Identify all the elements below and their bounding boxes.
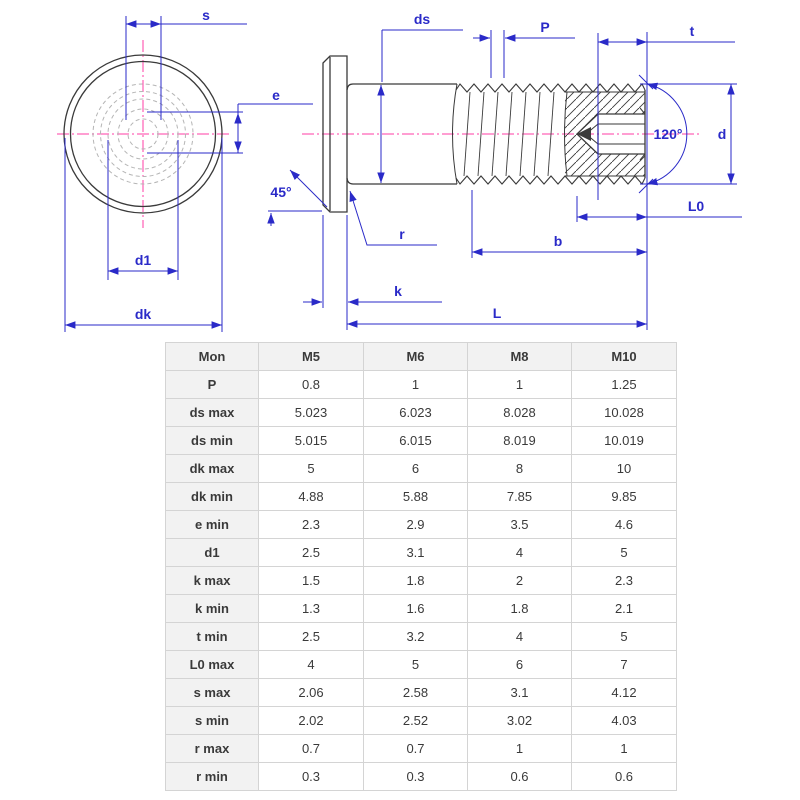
spec-cell: 3.2 [364,623,468,651]
spec-cell: 7 [572,651,677,679]
row-label: s max [166,679,259,707]
front-view-dimensions [65,16,313,332]
spec-cell: 4 [468,623,572,651]
spec-cell: 5.88 [364,483,468,511]
row-label: dk min [166,483,259,511]
dim-label-r: r [399,226,405,242]
row-label: e min [166,511,259,539]
spec-cell: 2.5 [259,623,364,651]
spec-cell: 1 [364,371,468,399]
spec-cell: 2.02 [259,707,364,735]
dim-label-e: e [272,87,280,103]
spec-cell: 1.8 [468,595,572,623]
spec-row [166,511,677,539]
spec-row [166,539,677,567]
spec-cell: 2.06 [259,679,364,707]
spec-cell: 4 [259,651,364,679]
spec-row [166,371,677,399]
row-label: P [166,371,259,399]
row-label: k max [166,567,259,595]
col-header: M5 [259,343,364,371]
spec-cell: 1.8 [364,567,468,595]
dim-label-l: L [492,305,502,321]
spec-cell: 6 [468,651,572,679]
spec-row [166,427,677,455]
row-label: ds max [166,399,259,427]
row-label: d1 [166,539,259,567]
dim-label-b: b [553,233,563,249]
spec-cell: 2.5 [259,539,364,567]
spec-cell: 4.12 [572,679,677,707]
spec-cell: 0.7 [259,735,364,763]
spec-row [166,455,677,483]
row-label: r max [166,735,259,763]
spec-cell: 1.6 [364,595,468,623]
technical-drawing [0,0,800,342]
spec-cell: 0.8 [259,371,364,399]
dim-label-d: d [717,126,727,142]
dim-label-s: s [202,7,210,23]
spec-cell: 1.5 [259,567,364,595]
spec-row [166,651,677,679]
spec-cell: 0.7 [364,735,468,763]
spec-cell: 2.9 [364,511,468,539]
dim-label-p: P [540,19,550,35]
side-view [268,11,742,330]
spec-cell: 0.6 [468,763,572,791]
spec-cell: 7.85 [468,483,572,511]
spec-cell: 4 [468,539,572,567]
col-header: M10 [572,343,677,371]
row-label: ds min [166,427,259,455]
spec-cell: 9.85 [572,483,677,511]
dim-label-d1: d1 [134,252,152,268]
header-row [166,343,677,371]
spec-table [165,342,677,791]
row-label: k min [166,595,259,623]
dim-label-45deg: 45° [270,184,292,200]
spec-cell: 3.1 [364,539,468,567]
front-view [57,7,313,332]
spec-cell: 0.3 [259,763,364,791]
row-label: dk max [166,455,259,483]
row-label: s min [166,707,259,735]
spec-cell: 8.028 [468,399,572,427]
spec-table-container [165,342,677,791]
spec-cell: 1 [468,371,572,399]
spec-cell: 4.03 [572,707,677,735]
spec-cell: 4.6 [572,511,677,539]
spec-cell: 5 [259,455,364,483]
spec-cell: 5 [364,651,468,679]
spec-row [166,763,677,791]
row-label: r min [166,763,259,791]
spec-row [166,399,677,427]
col-header: M8 [468,343,572,371]
spec-cell: 3.02 [468,707,572,735]
spec-cell: 5 [572,623,677,651]
dim-label-t: t [689,23,695,39]
row-label: L0 max [166,651,259,679]
spec-cell: 2.1 [572,595,677,623]
spec-row [166,679,677,707]
spec-cell: 6.023 [364,399,468,427]
spec-cell: 1 [572,735,677,763]
spec-cell: 10 [572,455,677,483]
spec-row [166,623,677,651]
spec-cell: 2.52 [364,707,468,735]
dim-label-k: k [394,283,402,299]
spec-cell: 6.015 [364,427,468,455]
spec-row [166,595,677,623]
spec-cell: 1 [468,735,572,763]
spec-row [166,707,677,735]
spec-cell: 2 [468,567,572,595]
spec-cell: 3.1 [468,679,572,707]
spec-cell: 0.3 [364,763,468,791]
spec-row [166,483,677,511]
spec-cell: 5.023 [259,399,364,427]
spec-cell: 3.5 [468,511,572,539]
spec-cell: 5 [572,539,677,567]
spec-cell: 5.015 [259,427,364,455]
spec-cell: 8 [468,455,572,483]
spec-row [166,735,677,763]
spec-cell: 1.3 [259,595,364,623]
spec-cell: 1.25 [572,371,677,399]
col-header: M6 [364,343,468,371]
row-label: t min [166,623,259,651]
dim-label-l0: L0 [687,198,705,214]
spec-cell: 4.88 [259,483,364,511]
centerline [57,40,230,228]
spec-cell: 2.58 [364,679,468,707]
spec-cell: 0.6 [572,763,677,791]
spec-cell: 10.028 [572,399,677,427]
spec-cell: 6 [364,455,468,483]
dim-label-ds: ds [413,11,431,27]
spec-cell: 2.3 [259,511,364,539]
spec-cell: 8.019 [468,427,572,455]
spec-cell: 2.3 [572,567,677,595]
dim-label-120deg: 120° [653,126,683,142]
spec-row [166,567,677,595]
spec-cell: 10.019 [572,427,677,455]
dim-label-dk: dk [134,306,152,322]
col-header: Mon [166,343,259,371]
